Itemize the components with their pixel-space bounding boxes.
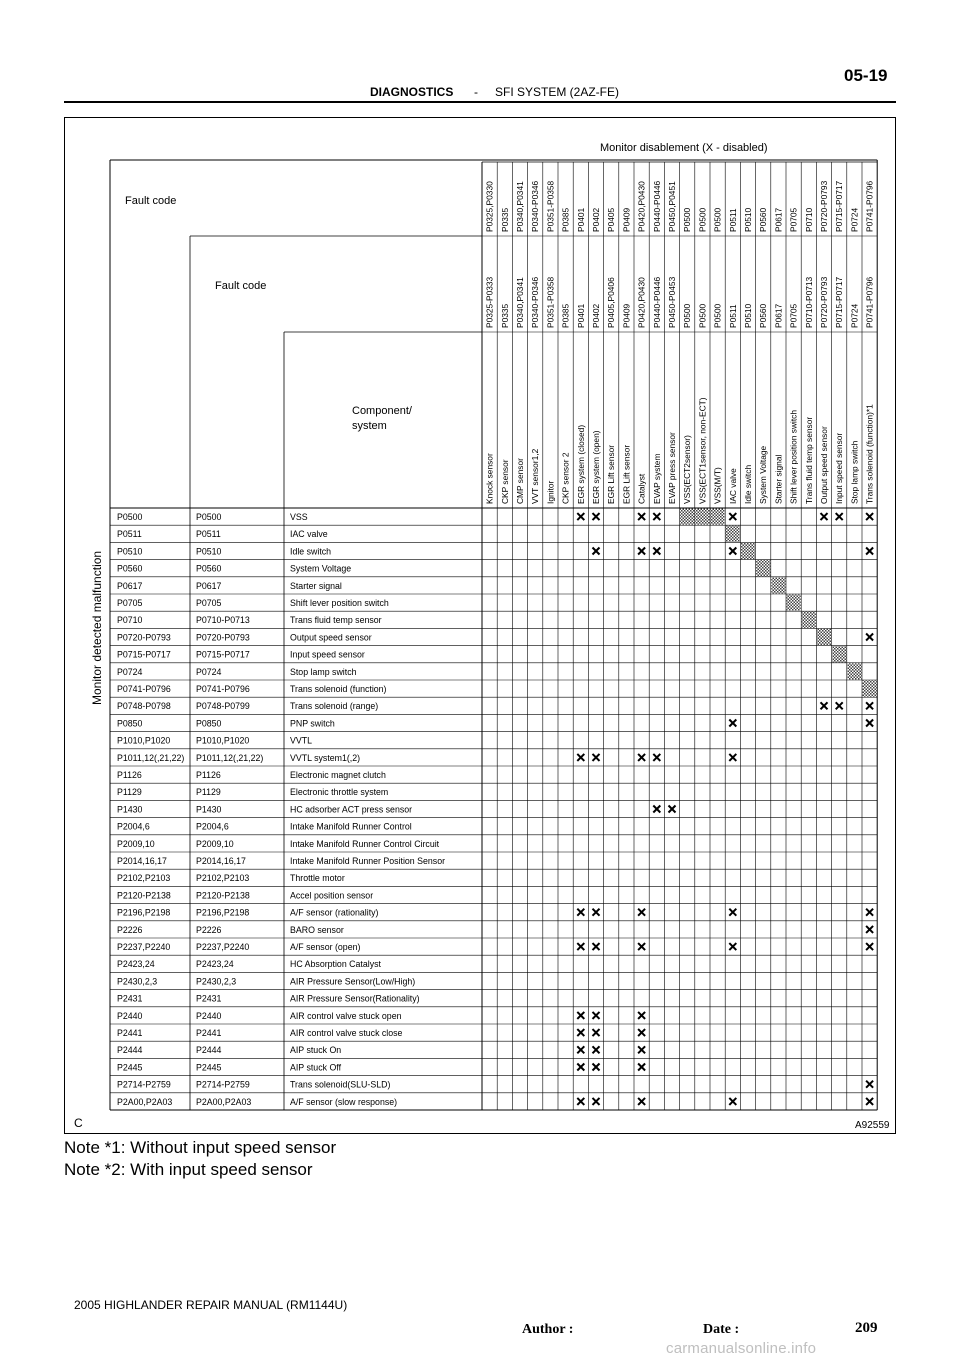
column-code2-label: P0500 <box>697 303 708 328</box>
column-component-label: Trans fluid temp sensor <box>803 416 814 504</box>
row-code1: P0510 <box>117 546 143 557</box>
row-code2: P0617 <box>196 580 222 591</box>
row-code2: P1010,P1020 <box>196 735 250 746</box>
column-component-label: Shift lever position switch <box>788 409 799 504</box>
column-component-label: EGR Lift sensor <box>606 444 617 504</box>
column-code2-label: P0401 <box>575 303 586 328</box>
column-code2-label: P0617 <box>773 303 784 328</box>
column-component-label: EVAP system <box>651 453 662 504</box>
column-code2-label: P0510 <box>743 303 753 328</box>
column-code1-label: P0450,P0451 <box>667 181 677 232</box>
row-code1: P0617 <box>117 580 143 591</box>
column-code2-label: P0715-P0717 <box>834 276 845 328</box>
column-code1-label: P0720-P0793 <box>819 180 829 232</box>
row-component: AIR Pressure Sensor(Low/High) <box>290 976 416 987</box>
row-code2: P2014,16,17 <box>196 856 246 866</box>
row-code2: P0510 <box>196 546 222 557</box>
row-code2: P2431 <box>196 993 222 1004</box>
row-component: AIR control valve stuck open <box>290 1010 402 1021</box>
row-component: Intake Manifold Runner Position Sensor <box>290 856 446 866</box>
row-component: A/F sensor (slow response) <box>290 1096 398 1107</box>
row-code2: P2430,2,3 <box>196 976 237 987</box>
row-code1: P1129 <box>117 787 142 798</box>
shaded-cell <box>817 629 831 645</box>
column-code2-label: P0420,P0430 <box>636 277 647 328</box>
column-code2-label: P0340,P0341 <box>515 277 525 328</box>
row-code1: P0500 <box>117 512 143 522</box>
row-code2: P0705 <box>196 598 222 608</box>
row-component: HC Absorption Catalyst <box>290 959 381 970</box>
row-component: HC adsorber ACT press sensor <box>290 804 413 815</box>
column-component-label: EGR Lift sensor <box>621 444 632 504</box>
row-code2: P2226 <box>196 924 222 935</box>
row-code1: P2004,6 <box>117 821 150 832</box>
column-code1-label: P0440-P0446 <box>651 180 662 232</box>
row-code1: P0724 <box>117 666 143 677</box>
column-component-label: VSS(ECT2sensor) <box>682 435 693 504</box>
row-code1: P0741-P0796 <box>117 684 171 694</box>
row-component: Stop lamp switch <box>290 666 357 677</box>
column-code1-label: P0335 <box>499 207 510 232</box>
row-component: Trans solenoid (function) <box>290 684 387 694</box>
section-title: DIAGNOSTICS <box>370 85 454 99</box>
column-component-label: Knock sensor <box>484 453 495 504</box>
row-code2: P0850 <box>196 718 222 729</box>
fault-code-header-2: Fault code <box>215 280 267 292</box>
row-code1: P2014,16,17 <box>117 856 167 866</box>
column-code1-label: P0500 <box>697 207 708 232</box>
row-code1: P2009,10 <box>117 838 155 849</box>
row-code2: P2196,P2198 <box>196 907 250 918</box>
column-component-label: Catalyst <box>636 473 647 504</box>
row-code1: P0850 <box>117 718 143 729</box>
row-code1: P2226 <box>117 924 143 935</box>
row-code2: P2A00,P2A03 <box>196 1096 252 1107</box>
row-code2: P0560 <box>196 563 222 574</box>
row-component: Shift lever position switch <box>290 598 389 608</box>
column-component-label: Trans solenoid (function)*1 <box>864 404 875 504</box>
column-component-label: Stop lamp switch <box>849 440 860 504</box>
row-component: AIR Pressure Sensor(Rationality) <box>290 993 420 1004</box>
shaded-cell <box>863 681 877 697</box>
row-code1: P2444 <box>117 1045 143 1056</box>
column-code2-label: P0500 <box>712 303 723 328</box>
row-component: BARO sensor <box>290 924 344 935</box>
row-component: VVTL system1(,2) <box>290 752 361 763</box>
shaded-cell <box>711 509 725 525</box>
shaded-cell <box>832 646 846 662</box>
column-component-label: CKP sensor 2 <box>560 452 571 504</box>
row-component: Trans solenoid(SLU-SLD) <box>290 1079 391 1090</box>
row-component: AIR control valve stuck close <box>290 1028 403 1038</box>
column-code2-label: P0741-P0796 <box>864 276 875 328</box>
row-component: System Voltage <box>290 563 352 574</box>
row-code2: P2444 <box>196 1045 222 1056</box>
column-code2-label: P0325-P0333 <box>484 276 495 328</box>
column-code1-label: P0724 <box>849 207 860 232</box>
column-code1-label: P0710 <box>803 207 814 232</box>
row-code2: P0724 <box>196 666 222 677</box>
column-component-label: Starter signal <box>773 454 784 504</box>
column-code2-label: P0335 <box>499 303 510 328</box>
row-code2: P0715-P0717 <box>196 649 250 660</box>
row-component: Output speed sensor <box>290 632 372 643</box>
column-code2-label: P0340-P0346 <box>530 276 541 328</box>
column-code1-label: P0385 <box>560 207 571 232</box>
row-component: VVTL <box>290 735 313 746</box>
row-code2: P2440 <box>196 1010 222 1021</box>
row-code2: P1129 <box>196 787 221 798</box>
row-code2: P0720-P0793 <box>196 632 250 643</box>
row-code1: P2423,24 <box>117 959 155 970</box>
row-component: Accel position sensor <box>290 890 374 901</box>
column-code2-label: P0385 <box>560 303 571 328</box>
row-code2: P2441 <box>196 1028 222 1038</box>
column-code1-label: P0705 <box>788 207 799 232</box>
column-code1-label: P0351-P0358 <box>545 180 556 232</box>
column-code1-label: P0420,P0430 <box>636 181 647 232</box>
watermark: carmanualsonline.info <box>666 1340 817 1357</box>
component-header-line-1: Component/ <box>352 405 412 417</box>
row-code1: P0720-P0793 <box>117 632 171 643</box>
shaded-cell <box>726 526 740 542</box>
column-code2-label: P0440-P0446 <box>651 276 662 328</box>
column-code2-label: P0560 <box>758 303 769 328</box>
row-code1: P2430,2,3 <box>117 976 158 987</box>
table-title: Monitor disablement (X - disabled) <box>600 142 768 154</box>
row-component: Electronic throttle system <box>290 787 389 798</box>
header-separator: - <box>474 85 478 99</box>
column-code2-label: P0450-P0453 <box>667 276 677 328</box>
row-code1: P2714-P2759 <box>117 1079 171 1090</box>
column-code2-label: P0511 <box>727 304 738 328</box>
column-code2-label: P0724 <box>849 303 860 328</box>
note-2: Note *2: With input speed sensor <box>64 1160 313 1179</box>
column-code1-label: P0340-P0346 <box>530 180 541 232</box>
row-code1: P2120-P2138 <box>117 890 171 901</box>
row-code1: P2431 <box>117 993 143 1004</box>
shaded-cell <box>695 509 709 525</box>
subsection-title: SFI SYSTEM (2AZ-FE) <box>495 85 620 99</box>
column-component-label: Idle switch <box>743 464 753 504</box>
row-component: Trans solenoid (range) <box>290 701 379 712</box>
row-component: Throttle motor <box>290 873 345 884</box>
row-code2: P2237,P2240 <box>196 942 250 952</box>
row-code2: P0748-P0799 <box>196 701 250 712</box>
column-component-label: VSS(ECT1sensor, non-ECT) <box>697 397 708 504</box>
column-code2-label: P0402 <box>591 303 601 328</box>
shaded-cell <box>741 543 755 559</box>
column-component-label: EVAP press sensor <box>667 432 677 504</box>
row-code1: P2196,P2198 <box>117 907 171 918</box>
row-code2: P1011,12(,21,22) <box>196 752 264 763</box>
row-component: Trans fluid temp sensor <box>290 615 382 626</box>
row-code1: P1011,12(,21,22) <box>117 752 185 763</box>
column-code1-label: P0402 <box>591 207 601 232</box>
column-component-label: CMP sensor <box>515 458 525 504</box>
column-code1-label: P0511 <box>727 208 738 232</box>
column-code2-label: P0409 <box>621 303 632 328</box>
row-code2: P1430 <box>196 804 222 815</box>
row-code2: P2102,P2103 <box>196 873 250 884</box>
row-component: Starter signal <box>290 580 342 591</box>
row-code1: P0705 <box>117 598 143 608</box>
row-component: VSS <box>290 512 308 522</box>
row-code1: P0511 <box>117 529 142 540</box>
row-code2: P2445 <box>196 1062 222 1073</box>
component-header-line-2: system <box>352 420 387 432</box>
row-code1: P2445 <box>117 1062 143 1073</box>
column-code2-label: P0705 <box>788 303 799 328</box>
row-component: AIP stuck On <box>290 1045 342 1056</box>
row-code2: P2423,24 <box>196 959 234 970</box>
date-label: Date : <box>703 1322 740 1337</box>
page-footer-number: 209 <box>855 1320 878 1336</box>
row-component: Idle switch <box>290 546 332 557</box>
column-component-label: EGR system (closed) <box>575 424 586 504</box>
row-component: A/F sensor (rationality) <box>290 907 379 918</box>
column-component-label: EGR system (open) <box>591 430 601 504</box>
column-code1-label: P0409 <box>621 207 632 232</box>
column-code1-label: P0325,P0330 <box>484 181 495 232</box>
column-component-label: Ignitor <box>545 480 556 504</box>
column-code2-label: P0500 <box>682 303 693 328</box>
row-code1: P2441 <box>117 1028 143 1038</box>
column-component-label: CKP sensor <box>499 459 510 504</box>
row-component: Intake Manifold Runner Control <box>290 821 412 832</box>
shaded-cell <box>847 663 861 679</box>
author-label: Author : <box>522 1322 574 1337</box>
column-code1-label: P0500 <box>712 207 723 232</box>
row-code1: P0715-P0717 <box>117 649 171 660</box>
note-1: Note *1: Without input speed sensor <box>64 1138 337 1157</box>
column-code1-label: P0500 <box>682 207 693 232</box>
column-code1-label: P0401 <box>575 207 586 232</box>
column-component-label: Output speed sensor <box>819 426 829 504</box>
row-code2: P1126 <box>196 770 221 780</box>
manual-title: 2005 HIGHLANDER REPAIR MANUAL (RM1144U) <box>74 1298 348 1312</box>
shaded-cell <box>771 577 785 593</box>
row-component: Intake Manifold Runner Control Circuit <box>290 838 440 849</box>
column-code1-label: P0715-P0717 <box>834 180 845 232</box>
row-code2: P0741-P0796 <box>196 684 250 694</box>
row-code2: P2120-P2138 <box>196 890 250 901</box>
row-component: AIP stuck Off <box>290 1062 342 1073</box>
row-code2: P0710-P0713 <box>196 615 250 626</box>
column-code1-label: P0560 <box>758 207 769 232</box>
row-code2: P2714-P2759 <box>196 1079 250 1090</box>
row-code1: P2A00,P2A03 <box>117 1096 173 1107</box>
row-component: Input speed sensor <box>290 649 365 660</box>
figure-id: A92559 <box>855 1120 890 1131</box>
column-component-label: Input speed sensor <box>834 432 845 504</box>
row-code1: P0560 <box>117 563 143 574</box>
column-code1-label: P0741-P0796 <box>864 180 875 232</box>
side-label-monitor-detected: Monitor detected malfunction <box>90 550 104 705</box>
shaded-cell <box>680 509 694 525</box>
row-component: PNP switch <box>290 718 335 729</box>
row-code1: P2102,P2103 <box>117 873 171 884</box>
row-code1: P1430 <box>117 804 143 815</box>
row-code1: P0748-P0798 <box>117 701 171 712</box>
column-code2-label: P0405,P0406 <box>606 277 617 328</box>
column-code2-label: P0351-P0358 <box>545 276 556 328</box>
column-code1-label: P0405 <box>606 207 617 232</box>
row-code2: P0511 <box>196 529 221 540</box>
shaded-cell <box>802 612 816 628</box>
column-code1-label: P0510 <box>743 207 753 232</box>
column-code1-label: P0340,P0341 <box>515 181 525 232</box>
shaded-cell <box>756 560 770 576</box>
row-code1: P2440 <box>117 1010 143 1021</box>
row-code2: P2009,10 <box>196 838 234 849</box>
row-code2: P2004,6 <box>196 821 229 832</box>
row-code1: P1010,P1020 <box>117 735 171 746</box>
row-code1: P0710 <box>117 615 143 626</box>
row-code1: P1126 <box>117 770 142 780</box>
column-component-label: VSS(M/T) <box>712 467 723 504</box>
column-component-label: System Voltage <box>758 445 769 504</box>
row-component: A/F sensor (open) <box>290 942 361 952</box>
column-component-label: IAC valve <box>727 468 738 504</box>
row-component: Electronic magnet clutch <box>290 770 386 780</box>
column-code2-label: P0710-P0713 <box>803 276 814 328</box>
page-number: 05-19 <box>844 66 888 85</box>
shaded-cell <box>787 595 801 611</box>
row-code2: P0500 <box>196 512 222 522</box>
figure-corner-label: C <box>74 1116 83 1130</box>
column-code2-label: P0720-P0793 <box>819 276 829 328</box>
row-code1: P2237,P2240 <box>117 942 171 952</box>
fault-code-header-1: Fault code <box>125 195 177 207</box>
row-component: IAC valve <box>290 529 328 540</box>
column-code1-label: P0617 <box>773 207 784 232</box>
column-component-label: VVT sensor1,2 <box>530 448 541 504</box>
